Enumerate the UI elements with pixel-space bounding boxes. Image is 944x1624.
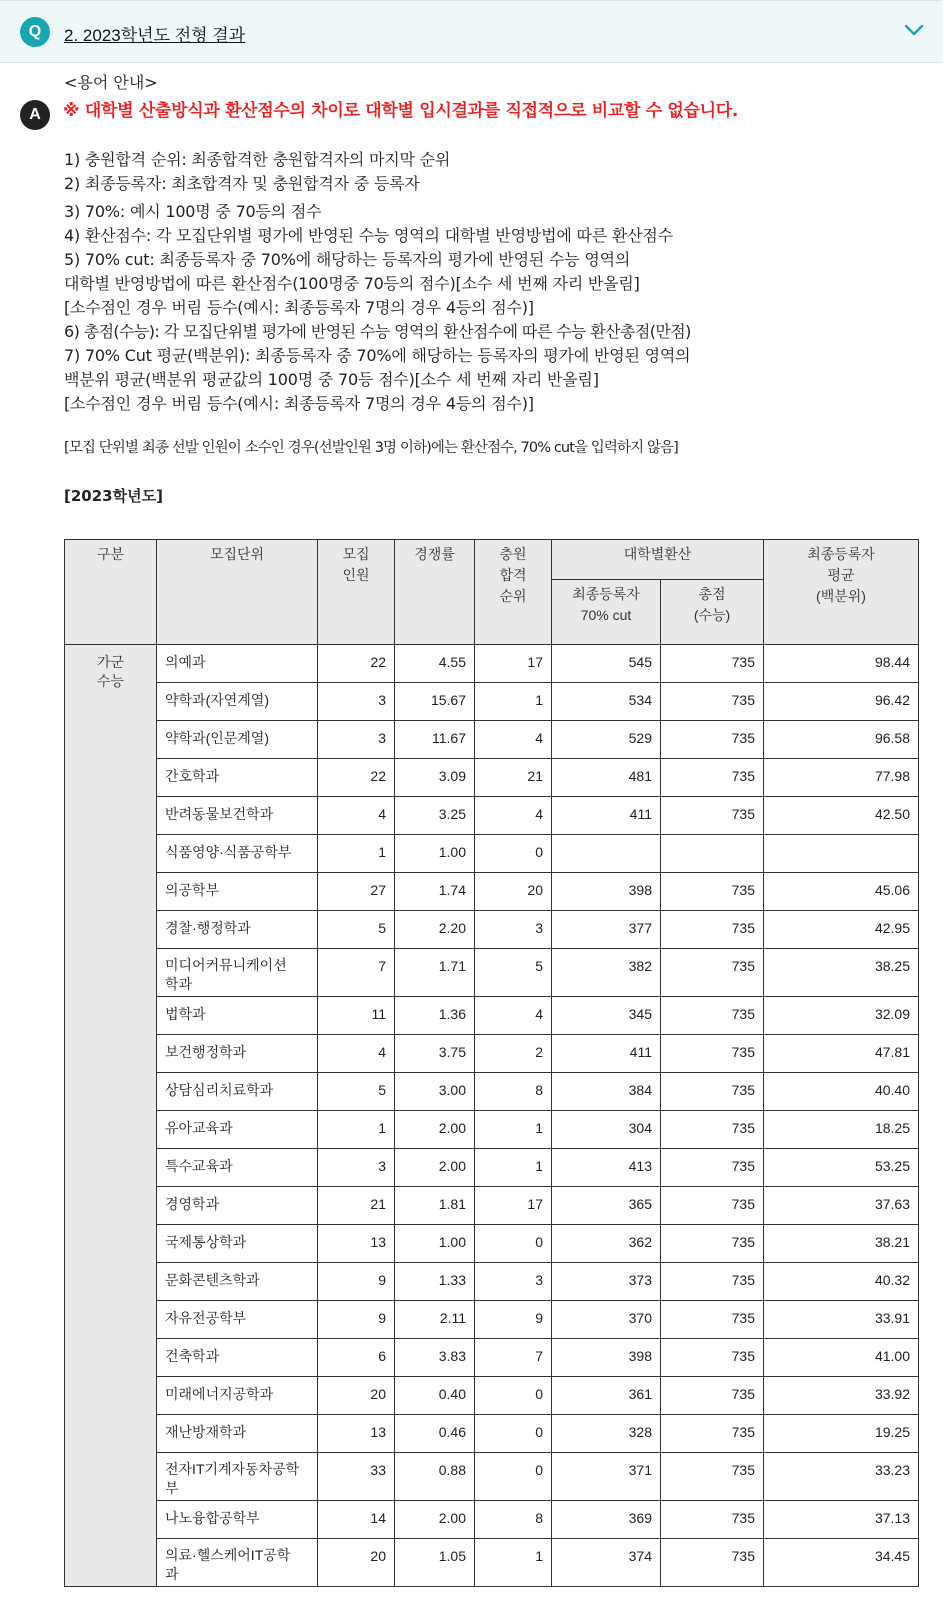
cut70-cell: 481 [552,759,661,797]
table-row [65,797,919,835]
rank-cell: 4 [475,721,552,759]
unit-cell: 유아교육과 [157,1111,318,1149]
quota-cell: 22 [318,645,395,683]
table-row [65,835,919,873]
ratio-cell: 0.40 [395,1377,475,1415]
total-cell: 735 [661,1187,764,1225]
rank-cell: 17 [475,645,552,683]
total-cell: 735 [661,759,764,797]
quota-cell: 3 [318,1149,395,1187]
cut70-cell: 398 [552,873,661,911]
cut70-cell: 371 [552,1453,661,1501]
total-cell: 735 [661,1111,764,1149]
cut70-cell: 370 [552,1301,661,1339]
rank-cell: 17 [475,1187,552,1225]
quota-cell: 20 [318,1377,395,1415]
unit-cell: 경영학과 [157,1187,318,1225]
unit-cell: 보건행정학과 [157,1035,318,1073]
quota-cell: 20 [318,1539,395,1587]
ratio-cell: 2.11 [395,1301,475,1339]
quota-cell: 1 [318,835,395,873]
unit-cell: 전자IT기계자동차공학 부 [157,1453,318,1501]
table-row [65,1149,919,1187]
unit-cell: 건축학과 [157,1339,318,1377]
header-average: 최종등록자 평균 (백분위) [764,540,919,645]
question-badge: Q [20,17,50,47]
quota-cell: 27 [318,873,395,911]
unit-cell: 반려동물보건학과 [157,797,318,835]
unit-cell: 국제통상학과 [157,1225,318,1263]
unit-cell: 나노융합공학부 [157,1501,318,1539]
rank-cell: 7 [475,1339,552,1377]
cut70-cell: 377 [552,911,661,949]
total-cell: 735 [661,1539,764,1587]
table-row [65,873,919,911]
definition-line: 3) 70%: 예시 100명 중 70등의 점수 [64,202,322,221]
cut70-cell: 411 [552,797,661,835]
quota-cell: 22 [318,759,395,797]
rank-cell: 0 [475,835,552,873]
unit-cell: 경찰·행정학과 [157,911,318,949]
rank-cell: 0 [475,1453,552,1501]
ratio-cell: 3.83 [395,1339,475,1377]
table-row [65,683,919,721]
total-cell: 735 [661,645,764,683]
table-row [65,1501,919,1539]
cut70-cell: 361 [552,1377,661,1415]
table-body [65,645,919,1587]
table-row [65,759,919,797]
average-cell: 37.13 [764,1501,919,1539]
quota-cell: 3 [318,721,395,759]
definition-line: 대학별 반영방법에 따른 환산점수(100명중 70등의 점수)[소수 세 번째 자리 반올림] [64,274,640,293]
year-heading: [2023학년도] [64,487,163,505]
table-row [65,1187,919,1225]
ratio-cell: 3.25 [395,797,475,835]
ratio-cell: 2.00 [395,1501,475,1539]
quota-cell: 13 [318,1225,395,1263]
definition-line: [소수점인 경우 버림 등수(예시: 최종등록자 7명의 경우 4등의 점수)] [64,298,534,317]
cut70-cell: 345 [552,997,661,1035]
input-note: [모집 단위별 최종 선발 인원이 소수인 경우(선발인원 3명 이하)에는 환산점수, 70% cut을 입력하지 않음] [64,440,678,456]
unit-cell: 미디어커뮤니케이션 학과 [157,949,318,997]
average-cell [764,835,919,873]
total-cell: 735 [661,1339,764,1377]
header-rank: 충원 합격 순위 [475,540,552,645]
quota-cell: 21 [318,1187,395,1225]
rank-cell: 1 [475,683,552,721]
answer-content [64,72,924,506]
unit-cell: 법학과 [157,997,318,1035]
rank-cell: 8 [475,1501,552,1539]
unit-cell: 상담심리치료학과 [157,1073,318,1111]
rank-cell: 0 [475,1377,552,1415]
cut70-cell: 304 [552,1111,661,1149]
cut70-cell: 373 [552,1263,661,1301]
ratio-cell: 1.81 [395,1187,475,1225]
average-cell: 32.09 [764,997,919,1035]
quota-cell: 9 [318,1263,395,1301]
rank-cell: 2 [475,1035,552,1073]
cut70-cell: 369 [552,1501,661,1539]
header-quota: 모집 인원 [318,540,395,645]
unit-cell: 의료·헬스케어IT공학 과 [157,1539,318,1587]
unit-cell: 자유전공학부 [157,1301,318,1339]
guide-heading: <용어 안내> [64,73,158,92]
ratio-cell: 1.00 [395,1225,475,1263]
ratio-cell: 2.00 [395,1111,475,1149]
total-cell [661,835,764,873]
rank-cell: 3 [475,1263,552,1301]
admission-results-table [64,539,919,1587]
total-cell: 735 [661,683,764,721]
average-cell: 41.00 [764,1339,919,1377]
average-cell: 53.25 [764,1149,919,1187]
unit-cell: 의예과 [157,645,318,683]
rank-cell: 0 [475,1225,552,1263]
table-row [65,721,919,759]
total-cell: 735 [661,1415,764,1453]
table-row [65,949,919,997]
cut70-cell: 411 [552,1035,661,1073]
quota-cell: 13 [318,1415,395,1453]
ratio-cell: 2.20 [395,911,475,949]
definition-line: 1) 충원합격 순위: 최종합격한 충원합격자의 마지막 순위 [64,150,451,169]
average-cell: 40.40 [764,1073,919,1111]
definition-line: 7) 70% Cut 평균(백분위): 최종등록자 중 70%에 해당하는 등록자의 평가에 반영된 영역의 [64,346,691,365]
quota-cell: 7 [318,949,395,997]
cut70-cell [552,835,661,873]
ratio-cell: 2.00 [395,1149,475,1187]
definition-line: 5) 70% cut: 최종등록자 중 70%에 해당하는 등록자의 평가에 반영된 수능 영역의 [64,250,631,269]
average-cell: 33.91 [764,1301,919,1339]
quota-cell: 1 [318,1111,395,1149]
unit-cell: 약학과(인문계열) [157,721,318,759]
total-cell: 735 [661,911,764,949]
cut70-cell: 382 [552,949,661,997]
average-cell: 38.25 [764,949,919,997]
ratio-cell: 3.00 [395,1073,475,1111]
quota-cell: 33 [318,1453,395,1501]
unit-cell: 의공학부 [157,873,318,911]
table-row [65,1415,919,1453]
question-title[interactable]: 2. 2023학년도 전형 결과 [64,26,246,45]
cut70-cell: 534 [552,683,661,721]
unit-cell: 문화콘텐츠학과 [157,1263,318,1301]
quota-cell: 5 [318,1073,395,1111]
average-cell: 40.32 [764,1263,919,1301]
rank-cell: 4 [475,797,552,835]
category-cell: 가군 수능 [65,645,157,1587]
cut70-cell: 545 [552,645,661,683]
average-cell: 45.06 [764,873,919,911]
total-cell: 735 [661,1263,764,1301]
total-cell: 735 [661,997,764,1035]
cut70-cell: 384 [552,1073,661,1111]
average-cell: 47.81 [764,1035,919,1073]
quota-cell: 11 [318,997,395,1035]
cut70-cell: 365 [552,1187,661,1225]
question-header[interactable] [0,0,942,63]
average-cell: 19.25 [764,1415,919,1453]
unit-cell: 미래에너지공학과 [157,1377,318,1415]
ratio-cell: 0.46 [395,1415,475,1453]
quota-cell: 4 [318,1035,395,1073]
definition-line: 백분위 평균(백분위 평균값의 100명 중 70등 점수)[소수 세 번째 자리 반올림] [64,370,599,389]
ratio-cell: 3.75 [395,1035,475,1073]
average-cell: 96.42 [764,683,919,721]
ratio-cell: 1.71 [395,949,475,997]
definition-line: 4) 환산점수: 각 모집단위별 평가에 반영된 수능 영역의 대학별 반영방법에 따른 환산점수 [64,226,673,245]
table-row [65,1263,919,1301]
quota-cell: 4 [318,797,395,835]
cut70-cell: 362 [552,1225,661,1263]
definition-line: [소수점인 경우 버림 등수(예시: 최종등록자 7명의 경우 4등의 점수)] [64,394,534,413]
header-total: 총점 (수능) [661,580,764,645]
table-row [65,1339,919,1377]
definitions-list [64,148,924,416]
table-row [65,1225,919,1263]
total-cell: 735 [661,949,764,997]
quota-cell: 14 [318,1501,395,1539]
ratio-cell: 1.36 [395,997,475,1035]
average-cell: 42.95 [764,911,919,949]
rank-cell: 1 [475,1149,552,1187]
total-cell: 735 [661,1301,764,1339]
average-cell: 38.21 [764,1225,919,1263]
rank-cell: 1 [475,1539,552,1587]
table-row [65,1073,919,1111]
rank-cell: 9 [475,1301,552,1339]
ratio-cell: 1.00 [395,835,475,873]
table-row [65,1301,919,1339]
total-cell: 735 [661,721,764,759]
average-cell: 96.58 [764,721,919,759]
total-cell: 735 [661,873,764,911]
average-cell: 98.44 [764,645,919,683]
table-row [65,1035,919,1073]
rank-cell: 5 [475,949,552,997]
total-cell: 735 [661,1377,764,1415]
ratio-cell: 1.05 [395,1539,475,1587]
average-cell: 37.63 [764,1187,919,1225]
table-row [65,1539,919,1587]
table-row [65,997,919,1035]
cut70-cell: 374 [552,1539,661,1587]
table-row [65,1377,919,1415]
average-cell: 33.23 [764,1453,919,1501]
header-conversion-group: 대학별환산 [552,540,764,580]
rank-cell: 4 [475,997,552,1035]
table-row [65,1111,919,1149]
header-unit: 모집단위 [157,540,318,645]
ratio-cell: 4.55 [395,645,475,683]
rank-cell: 3 [475,911,552,949]
unit-cell: 식품영양·식품공학부 [157,835,318,873]
ratio-cell: 3.09 [395,759,475,797]
quota-cell: 6 [318,1339,395,1377]
table-row [65,1453,919,1501]
cut70-cell: 529 [552,721,661,759]
chevron-down-icon[interactable] [904,23,924,37]
total-cell: 735 [661,1073,764,1111]
quota-cell: 5 [318,911,395,949]
definition-line: 2) 최종등록자: 최초합격자 및 충원합격자 중 등록자 [64,174,420,193]
rank-cell: 8 [475,1073,552,1111]
table-row [65,645,919,683]
warning-text: ※ 대학별 산출방식과 환산점수의 차이로 대학별 입시결과를 직접적으로 비교할 수 없습니다. [63,101,739,121]
header-category: 구분 [65,540,157,645]
total-cell: 735 [661,1149,764,1187]
unit-cell: 약학과(자연계열) [157,683,318,721]
rank-cell: 0 [475,1415,552,1453]
table-row [65,911,919,949]
ratio-cell: 11.67 [395,721,475,759]
ratio-cell: 1.33 [395,1263,475,1301]
cut70-cell: 398 [552,1339,661,1377]
average-cell: 34.45 [764,1539,919,1587]
header-ratio: 경쟁률 [395,540,475,645]
rank-cell: 20 [475,873,552,911]
average-cell: 77.98 [764,759,919,797]
unit-cell: 재난방재학과 [157,1415,318,1453]
quota-cell: 3 [318,683,395,721]
ratio-cell: 1.74 [395,873,475,911]
cut70-cell: 413 [552,1149,661,1187]
average-cell: 42.50 [764,797,919,835]
total-cell: 735 [661,1453,764,1501]
rank-cell: 21 [475,759,552,797]
answer-badge: A [20,100,50,130]
average-cell: 18.25 [764,1111,919,1149]
total-cell: 735 [661,1501,764,1539]
unit-cell: 간호학과 [157,759,318,797]
quota-cell: 9 [318,1301,395,1339]
average-cell: 33.92 [764,1377,919,1415]
cut70-cell: 328 [552,1415,661,1453]
definition-line: 6) 총점(수능): 각 모집단위별 평가에 반영된 수능 영역의 환산점수에 따른 수능 환산총점(만점) [64,322,691,341]
total-cell: 735 [661,1225,764,1263]
ratio-cell: 0.88 [395,1453,475,1501]
rank-cell: 1 [475,1111,552,1149]
header-cut70: 최종등록자 70% cut [552,580,661,645]
ratio-cell: 15.67 [395,683,475,721]
total-cell: 735 [661,797,764,835]
total-cell: 735 [661,1035,764,1073]
unit-cell: 특수교육과 [157,1149,318,1187]
